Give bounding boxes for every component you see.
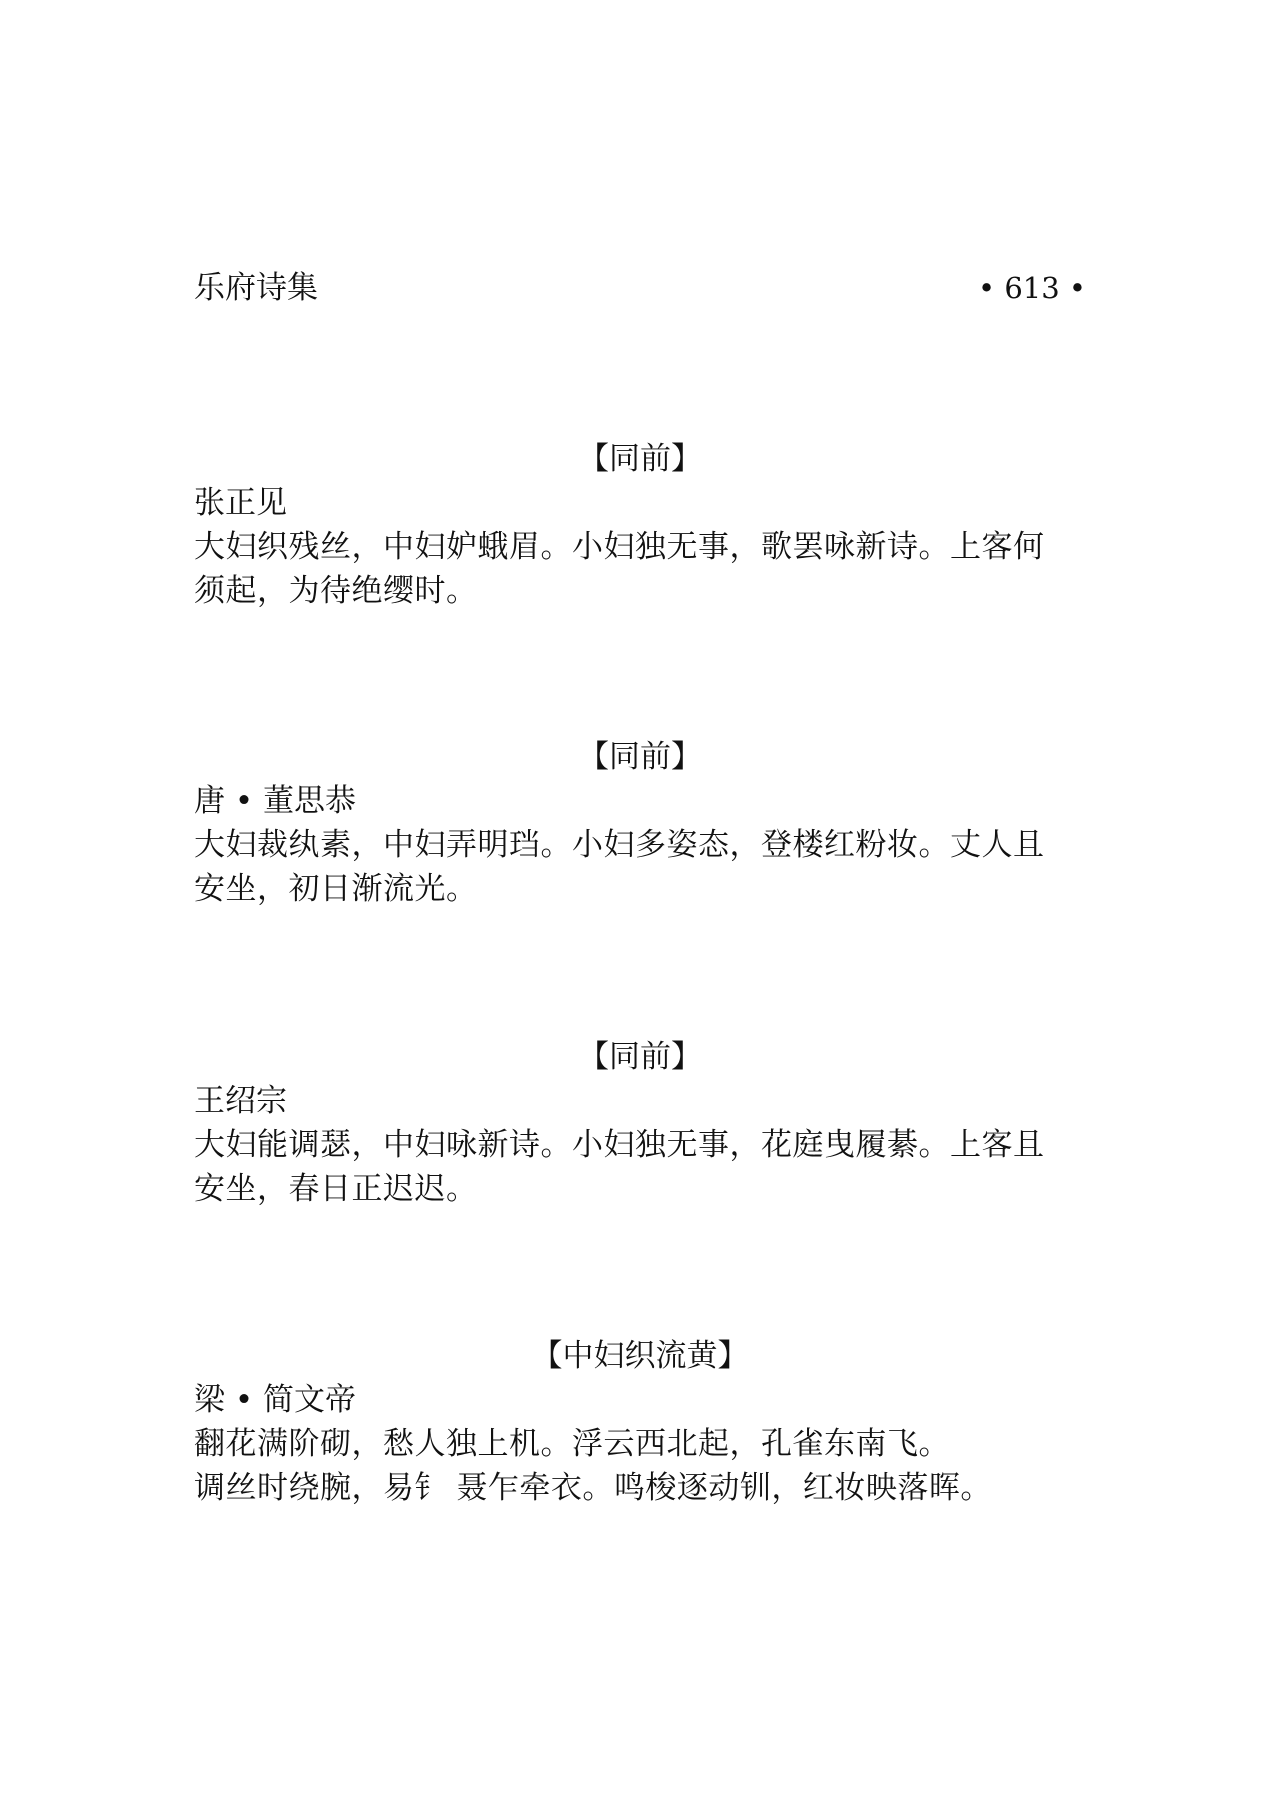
poem-line: 大妇裁纨素，中妇弄明珰。小妇多姿态，登楼红粉妆。丈人且 [194,827,1045,863]
poem-title: 【同前】 [578,1039,702,1075]
poem-line: 安坐，初日渐流光。 [194,871,478,907]
poem-line: 安坐，春日正迟迟。 [194,1171,478,1207]
poem-line: 须起，为待绝缨时。 [194,573,478,609]
poem-section [194,1035,1086,1211]
poem-section [194,735,1086,911]
poem-line: 大妇织残丝，中妇妒蛾眉。小妇独无事，歌罢咏新诗。上客何 [194,529,1045,565]
poem-title: 【中妇织流黄】 [531,1338,749,1374]
poem-line: 大妇能调瑟，中妇咏新诗。小妇独无事，花庭曳履綦。上客且 [194,1127,1045,1163]
page-header [194,268,1086,308]
poem-line: 翻花满阶砌，愁人独上机。浮云西北起，孔雀东南飞。 [194,1426,950,1462]
poem-title: 【同前】 [578,441,702,477]
poem-author: 梁 • 简文帝 [194,1382,356,1418]
poem-line: 调丝时绕腕，易钅 聂乍牵衣。鸣梭逐动钏，红妆映落晖。 [194,1470,992,1506]
poem-title: 【同前】 [578,739,702,775]
poem-section [194,437,1086,613]
poem-author: 王绍宗 [194,1083,287,1119]
poem-author: 张正见 [194,485,287,521]
poem-section [194,1334,1086,1510]
poem-author: 唐 • 董思恭 [194,783,356,819]
page-number: • 613 • [978,271,1086,305]
book-title: 乐府诗集 [194,270,318,306]
